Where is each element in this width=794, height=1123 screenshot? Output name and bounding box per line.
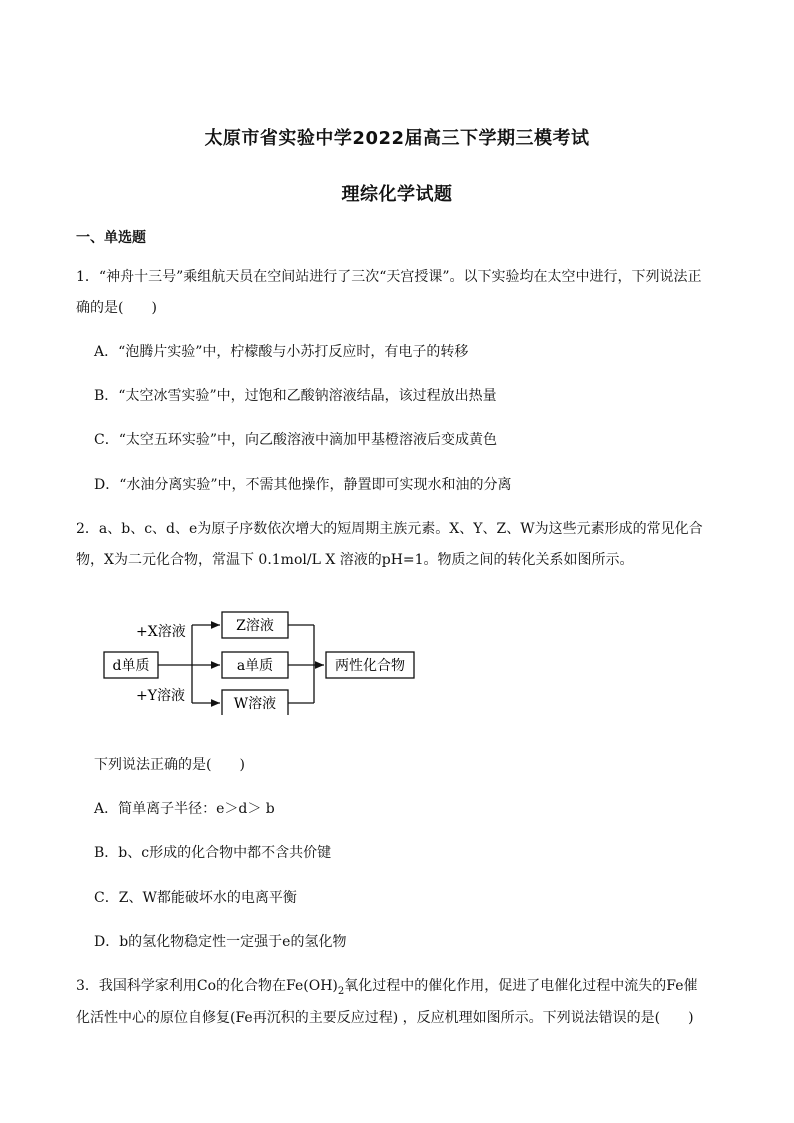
label-a-element: a单质 [236, 658, 274, 674]
q2-option-d: D．b的氢化物稳定性一定强于e的氢化物 [94, 934, 347, 950]
exam-subtitle: 理综化学试题 [341, 184, 453, 205]
q3-stem-line1 [76, 976, 698, 996]
q1-stem-line2: 确的是( ) [76, 300, 157, 316]
q3-stem-line2: 化活性中心的原位自修复(Fe再沉积的主要反应过程) ，反应机理如图所示。下列说法错误的是( ) [76, 1010, 694, 1026]
q1-option-c: C．“太空五环实验”中，向乙酸溶液中滴加甲基橙溶液后变成黄色 [94, 432, 498, 448]
section-heading: 一、单选题 [76, 230, 146, 246]
q3-stem-line1-part2: 氧化过程中的催化作用，促进了电催化过程中流失的Fe催 [344, 978, 698, 994]
label-amphoteric-compound: 两性化合物 [335, 658, 405, 674]
q3-stem-line1-part1: 3．我国科学家利用Co的化合物在Fe(OH) [76, 978, 338, 994]
label-x-reagent: +X溶液 [136, 624, 186, 640]
q2-option-c: C．Z、W都能破坏水的电离平衡 [94, 890, 297, 906]
q1-option-a: A．“泡腾片实验”中，柠檬酸与小苏打反应时，有电子的转移 [94, 344, 469, 360]
q2-option-a: A．简单离子半径：e＞d＞ b [94, 801, 275, 817]
q3-subscript: 2 [337, 985, 345, 997]
label-y-reagent: +Y溶液 [136, 688, 185, 704]
q1-option-d: D．“水油分离实验”中，不需其他操作，静置即可实现水和油的分离 [94, 477, 512, 493]
exam-title: 太原市省实验中学2022届高三下学期三模考试 [204, 128, 590, 149]
q1-option-b: B．“太空冰雪实验”中，过饱和乙酸钠溶液结晶，该过程放出热量 [94, 388, 497, 404]
label-d-element: d单质 [112, 658, 150, 674]
reaction-diagram [100, 605, 420, 715]
q2-stem-line2: 物，X为二元化合物，常温下 0.1mol/L X 溶液的pH=1。物质之间的转化关系如图所示。 [76, 552, 634, 568]
label-w-solution: W溶液 [233, 696, 277, 712]
q2-stem-line1: 2．a、b、c、d、e为原子序数依次增大的短周期主族元素。X、Y、Z、W为这些元素形成的常见化合 [76, 521, 703, 537]
label-z-solution: Z溶液 [236, 618, 274, 634]
q2-prompt: 下列说法正确的是( ) [94, 757, 245, 773]
q1-stem-line1: 1．“神舟十三号”乘组航天员在空间站进行了三次“天宫授课”。以下实验均在太空中进行，下列说法正 [76, 269, 702, 285]
q2-option-b: B．b、c形成的化合物中都不含共价键 [94, 845, 332, 861]
